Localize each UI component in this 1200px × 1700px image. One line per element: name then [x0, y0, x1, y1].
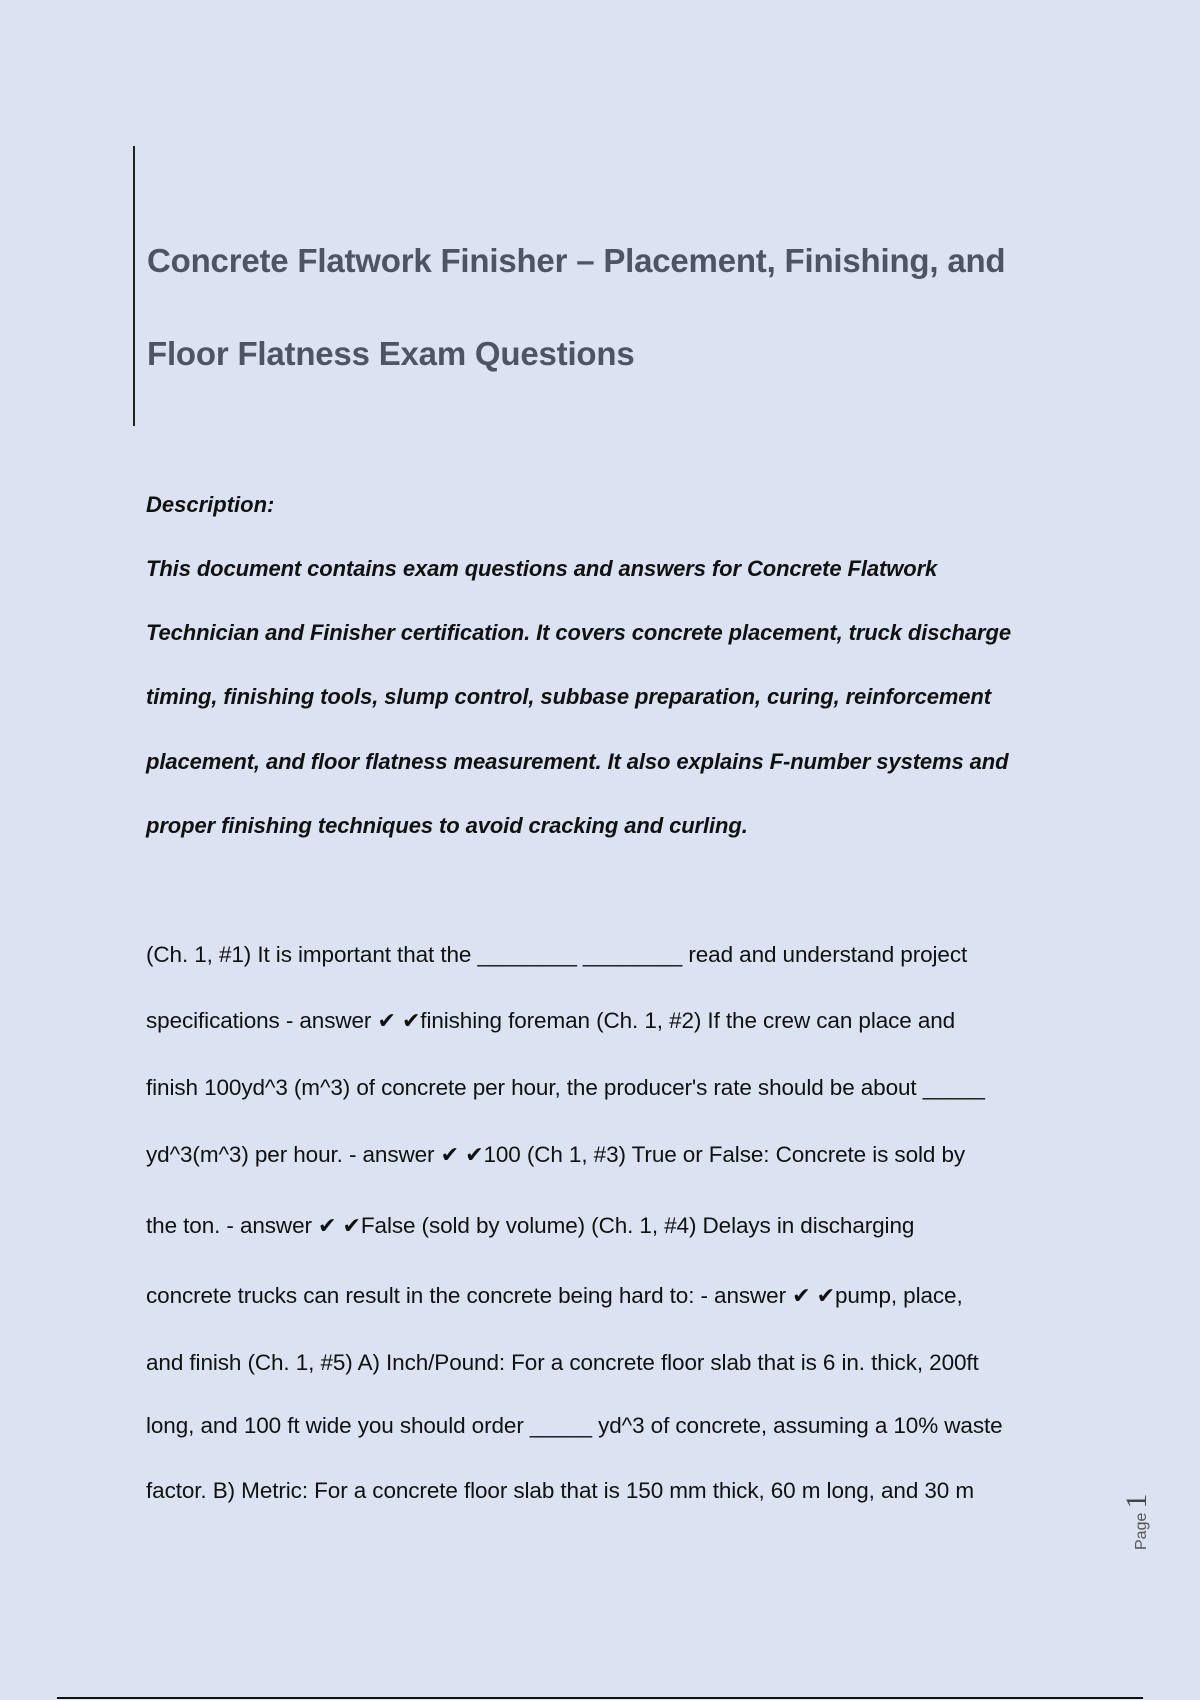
question-text-line — [146, 1075, 985, 1101]
question-text-line — [146, 942, 967, 968]
description-line: timing, finishing tools, slump control, subbase preparation, curing, reinforcement — [146, 684, 991, 709]
question-text-line — [146, 1213, 914, 1239]
check-mark-icon: ✔ — [342, 1214, 361, 1239]
answer-text: finishing foreman (Ch. 1, #2) If the crew can place and — [420, 1008, 956, 1033]
page-number-value: 1 — [1120, 1493, 1153, 1509]
description-line: This document contains exam questions and answers for Concrete Flatwork — [146, 556, 938, 581]
check-mark-icon: ✔ — [377, 1009, 396, 1034]
check-mark-icon: ✔ — [440, 1143, 459, 1168]
check-mark-icon: ✔ — [816, 1284, 835, 1309]
question-text: factor. B) Metric: For a concrete floor slab that is 150 mm thick, 60 m long, and 30 m — [146, 1478, 974, 1503]
answer-text: False (sold by volume) (Ch. 1, #4) Delays in discharging — [360, 1213, 915, 1238]
page-label: Page — [1133, 1512, 1150, 1550]
question-text: yd^3(m^3) per hour. - answer — [146, 1142, 435, 1167]
question-text-line — [146, 1142, 965, 1168]
question-text-line — [146, 1478, 974, 1504]
check-mark-icon: ✔ — [792, 1284, 811, 1309]
question-text: and finish (Ch. 1, #5) A) Inch/Pound: For a concrete floor slab that is 6 in. thick, 200ft — [146, 1350, 979, 1375]
question-text-line — [146, 1283, 963, 1309]
description-line: proper finishing techniques to avoid cracking and curling. — [146, 813, 748, 838]
document-title-line-2: Floor Flatness Exam Questions — [147, 335, 635, 372]
question-text-line — [146, 1008, 955, 1034]
question-text: the ton. - answer — [146, 1213, 312, 1238]
question-text: (Ch. 1, #1) It is important that the ________ ________ read and understand project — [146, 942, 968, 967]
page-number — [1108, 1480, 1168, 1550]
answer-text: 100 (Ch 1, #3) True or False: Concrete is sold by — [483, 1142, 966, 1167]
check-mark-icon: ✔ — [318, 1214, 337, 1239]
footer-divider — [57, 1697, 1143, 1699]
description-line: placement, and floor flatness measurement. It also explains F-number systems and — [146, 749, 1009, 774]
question-text-line — [146, 1350, 979, 1376]
check-mark-icon: ✔ — [401, 1009, 421, 1034]
document-title-line-1: Concrete Flatwork Finisher – Placement, Finishing, and — [147, 242, 1006, 279]
title-block — [133, 146, 1075, 426]
description-line: Technician and Finisher certification. It covers concrete placement, truck discharge — [146, 620, 1011, 645]
question-text: finish 100yd^3 (m^3) of concrete per hour, the producer's rate should be about _____ — [146, 1075, 985, 1100]
answer-text: pump, place, — [834, 1283, 963, 1308]
description-heading: Description: — [146, 492, 275, 517]
check-mark-icon: ✔ — [465, 1143, 484, 1168]
question-text: concrete trucks can result in the concrete being hard to: - answer — [146, 1283, 786, 1308]
question-text-line — [146, 1413, 1003, 1439]
question-text: specifications - answer — [146, 1008, 372, 1033]
question-text: long, and 100 ft wide you should order _____ yd^3 of concrete, assuming a 10% waste — [146, 1413, 1003, 1438]
